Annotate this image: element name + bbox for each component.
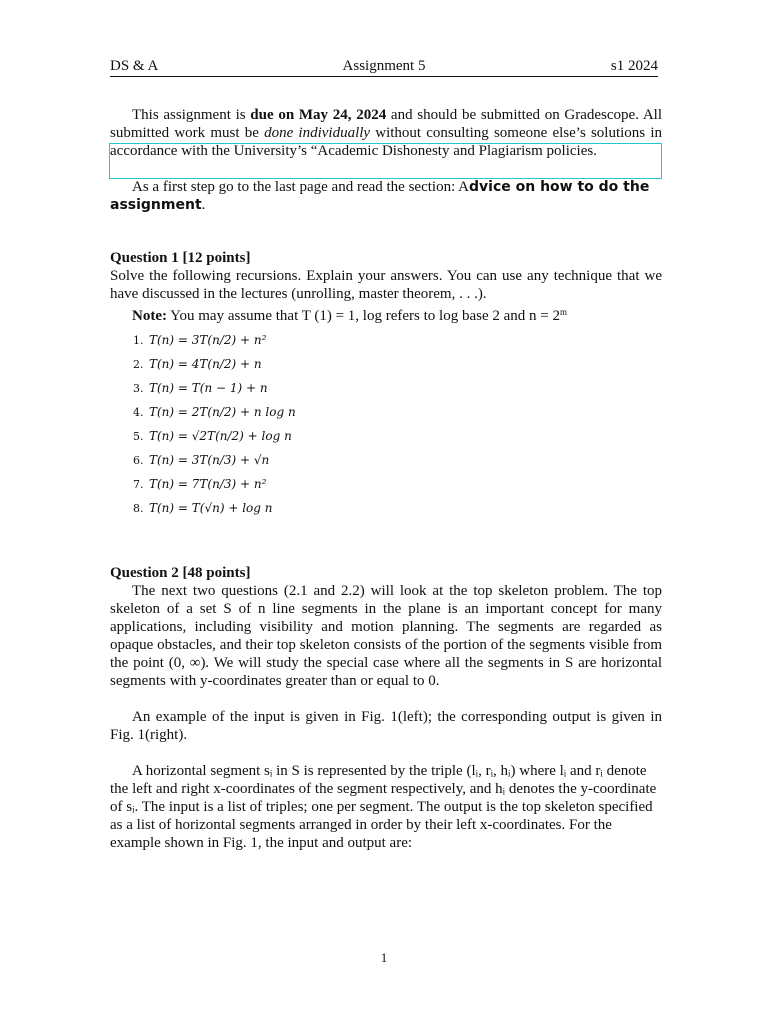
list-item: 4. T(n) = 2T(n/2) + n log n (133, 405, 296, 419)
recurrence: T(n) = √2T(n/2) + log n (149, 429, 292, 443)
recurrence: T(n) = T(n − 1) + n (149, 381, 268, 395)
recurrence: T(n) = 3T(n/2) + n² (149, 333, 267, 347)
q1-note (110, 303, 662, 325)
q1-title: Question 1 [12 points] (110, 250, 251, 266)
recurrence: T(n) = 7T(n/3) + n² (149, 477, 267, 491)
policy-link-text: without consulting someone else’s solutions in accordance with the University’s “Academic Dishonesty and Plagiarism policies. (110, 125, 662, 159)
q2-paragraph-2: An example of the input is given in Fig. 1(left); the corresponding output is given in Fig. 1(right). (110, 709, 662, 743)
recurrence: T(n) = 4T(n/2) + n (149, 357, 262, 371)
page-number: 1 (380, 950, 388, 965)
list-item: 2. T(n) = 4T(n/2) + n (133, 357, 262, 371)
note-text: You may assume that T (1) = 1, log refers to log base 2 and n = 2 (166, 308, 560, 324)
note-label: Note: (132, 308, 167, 324)
list-item: 5. T(n) = √2T(n/2) + log n (133, 429, 292, 443)
intro-text-2: and should be submitted on Gradescope. All submitted work must be (110, 107, 663, 141)
advice-text: As a first step go to the last page and read the section: A (132, 179, 469, 195)
due-date: due on May 24, 2024 (250, 107, 387, 123)
q1-body: Solve the following recursions. Explain your answers. You can use any technique that we have discussed in the lectures (unrolling, master theorem, . . .). (110, 268, 662, 302)
emphasis-individually: done individually (264, 125, 371, 141)
list-item: 6. T(n) = 3T(n/3) + √n (133, 453, 270, 467)
recurrence-list (133, 332, 296, 524)
recurrence: T(n) = 2T(n/2) + n log n (149, 405, 296, 419)
page-header (110, 56, 658, 77)
q2-paragraph-3: A horizontal segment sᵢ in S is represented by the triple (lᵢ, rᵢ, hᵢ) where lᵢ and rᵢ denote the left and right x-coordinates of the segment respectively, and hᵢ denotes the y-coordinate of sᵢ. The input is a list of triples; one per segment. The output is the top skeleton specified as a list of horizontal segments arranged in order by their left x-coordinates. For the example shown in Fig. 1, the input and output are: (110, 763, 657, 851)
recurrence: T(n) = 3T(n/3) + √n (149, 453, 270, 467)
assignment-title: Assignment 5 (342, 58, 426, 74)
intro-paragraph (110, 106, 662, 160)
question-1 (110, 249, 662, 325)
list-item: 1. T(n) = 3T(n/2) + n² (133, 333, 267, 347)
list-item: 3. T(n) = T(n − 1) + n (133, 381, 268, 395)
note-sup: m (559, 307, 567, 317)
course-name: DS & A (110, 58, 159, 74)
q2-paragraph-1: The next two questions (2.1 and 2.2) will look at the top skeleton problem. The top skeleton of a set S of n line segments in the plane is an important concept for many applications, including visibility and motion planning. The segments are regarded as opaque obstacles, and their top skeleton consists of the portion of the segments visible from the point (0, ∞). We will study the special case where all the segments in S are horizontal segments with y-coordinates greater than or equal to 0. (110, 583, 662, 689)
intro-text: This assignment is (132, 107, 251, 123)
q2-title: Question 2 [48 points] (110, 565, 251, 581)
advice-paragraph (110, 178, 662, 214)
list-item: 8. T(n) = T(√n) + log n (133, 501, 273, 515)
list-item: 7. T(n) = 7T(n/3) + n² (133, 477, 267, 491)
advice-end: . (201, 197, 206, 213)
question-2 (110, 564, 662, 852)
advice-link[interactable]: dvice on how to do the assignment (110, 179, 650, 213)
recurrence: T(n) = T(√n) + log n (149, 501, 273, 515)
semester: s1 2024 (610, 58, 658, 74)
